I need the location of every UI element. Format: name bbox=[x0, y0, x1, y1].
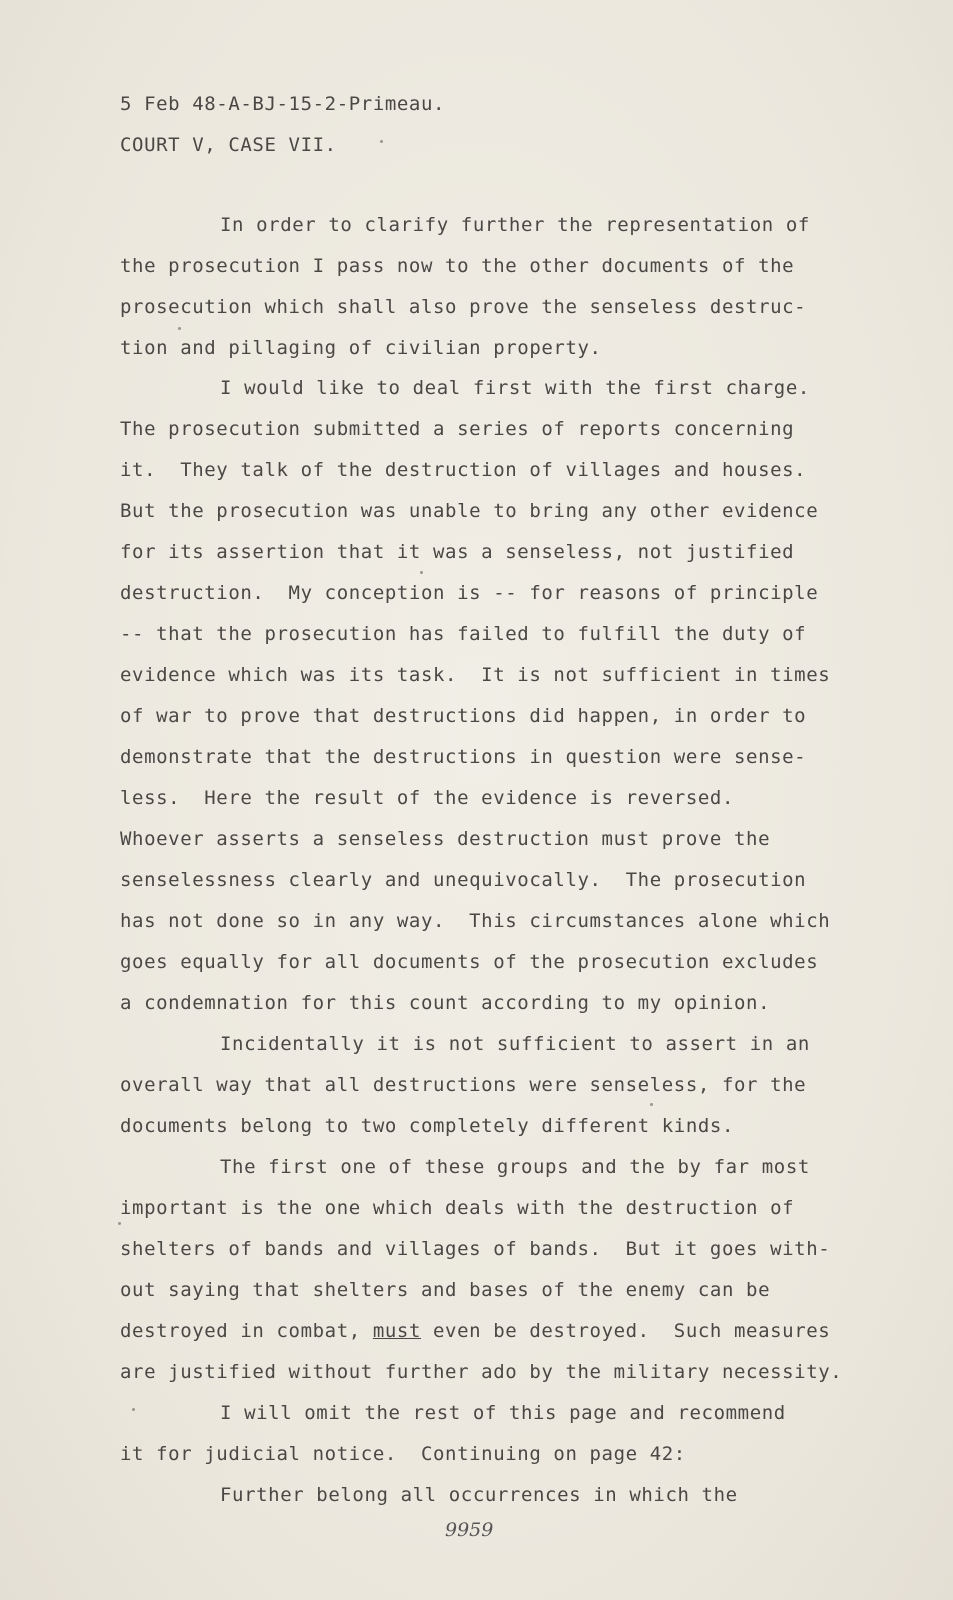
paper-speck bbox=[420, 571, 423, 574]
text-segment: even be destroyed. Such measures bbox=[420, 1320, 831, 1342]
text-line: senselessness clearly and unequivocally. The prosecution bbox=[120, 869, 807, 891]
text-line: -- that the prosecution has failed to fulfill the duty of bbox=[120, 623, 807, 645]
court-case-heading: COURT V, CASE VII. bbox=[120, 134, 337, 156]
paper-speck bbox=[380, 140, 383, 143]
text-line: less. Here the result of the evidence is reversed. bbox=[120, 787, 734, 809]
text-line: The prosecution submitted a series of reports concerning bbox=[120, 418, 795, 440]
text-line: But the prosecution was unable to bring any other evidence bbox=[120, 500, 819, 522]
paper-speck bbox=[650, 1103, 653, 1106]
text-line: important is the one which deals with the destruction of bbox=[120, 1197, 795, 1219]
page-number: 9959 bbox=[445, 1519, 494, 1541]
text-line: demonstrate that the destructions in question were sense- bbox=[120, 746, 807, 768]
text-line: the prosecution I pass now to the other documents of the bbox=[120, 255, 795, 277]
text-line: Further belong all occurrences in which the bbox=[220, 1484, 738, 1506]
text-line: I would like to deal first with the first charge. bbox=[220, 377, 810, 399]
text-line: are justified without further ado by the military necessity. bbox=[120, 1361, 843, 1383]
text-line: a condemnation for this count according to my opinion. bbox=[120, 992, 771, 1014]
text-line: out saying that shelters and bases of the enemy can be bbox=[120, 1279, 771, 1301]
paper-speck bbox=[118, 1222, 121, 1225]
paper-speck bbox=[178, 327, 181, 330]
document-reference: 5 Feb 48-A-BJ-15-2-Primeau. bbox=[120, 93, 446, 115]
text-line: has not done so in any way. This circumstances alone which bbox=[120, 910, 831, 932]
text-line: The first one of these groups and the by far most bbox=[220, 1156, 810, 1178]
text-line: In order to clarify further the representation of bbox=[220, 214, 810, 236]
text-line: goes equally for all documents of the prosecution excludes bbox=[120, 951, 819, 973]
text-line: for its assertion that it was a senseless, not justified bbox=[120, 541, 795, 563]
text-line: destruction. My conception is -- for reasons of principle bbox=[120, 582, 819, 604]
underlined-word: must bbox=[372, 1320, 421, 1342]
text-line: documents belong to two completely different kinds. bbox=[120, 1115, 734, 1137]
text-line: of war to prove that destructions did happen, in order to bbox=[120, 705, 807, 727]
text-line: tion and pillaging of civilian property. bbox=[120, 337, 602, 359]
text-line: overall way that all destructions were senseless, for the bbox=[120, 1074, 807, 1096]
text-line: Whoever asserts a senseless destruction must prove the bbox=[120, 828, 771, 850]
text-line: Incidentally it is not sufficient to assert in an bbox=[220, 1033, 810, 1055]
text-segment: destroyed in combat, bbox=[120, 1320, 373, 1342]
text-line: it for judicial notice. Continuing on page 42: bbox=[120, 1443, 686, 1465]
text-line: shelters of bands and villages of bands. But it goes with- bbox=[120, 1238, 831, 1260]
text-line bbox=[120, 1320, 830, 1342]
text-line: I will omit the rest of this page and recommend bbox=[220, 1402, 786, 1424]
text-line: evidence which was its task. It is not sufficient in times bbox=[120, 664, 831, 686]
paper-speck bbox=[132, 1408, 135, 1411]
text-line: prosecution which shall also prove the senseless destruc- bbox=[120, 296, 807, 318]
text-line: it. They talk of the destruction of villages and houses. bbox=[120, 459, 807, 481]
